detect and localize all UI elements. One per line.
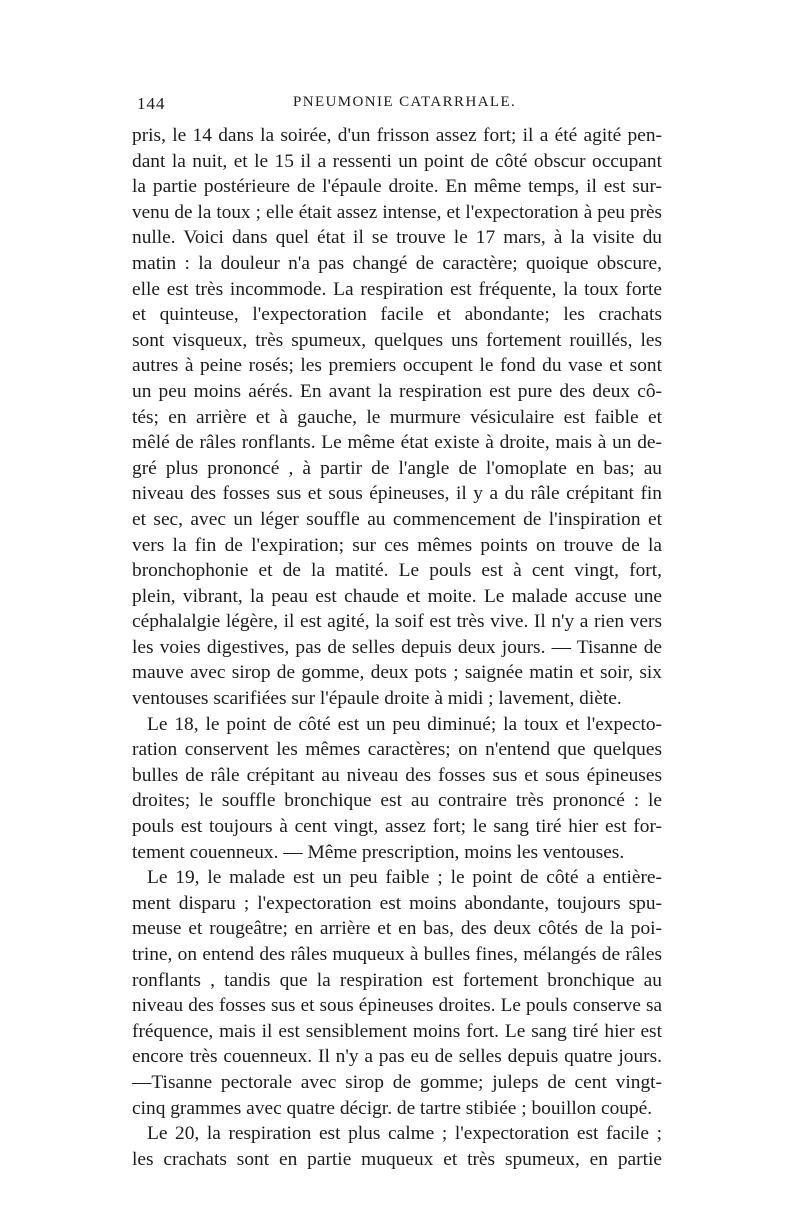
text-line: niveau des fosses sus et sous épineuses droites. Le pouls conserve sa bbox=[132, 995, 662, 1017]
text-line: cinq grammes avec quatre décigr. de tartre stibiée ; bouillon coupé. bbox=[132, 1097, 653, 1119]
body-text bbox=[132, 123, 662, 1172]
text-line: les voies digestives, pas de selles depuis deux jours. — Tisanne de bbox=[132, 636, 662, 658]
text-line: matin : la douleur n'a pas changé de caractère; quoique obscure, bbox=[132, 252, 662, 274]
text-line: ventouses scarifiées sur l'épaule droite à midi ; lavement, diète. bbox=[132, 688, 622, 710]
text-line: et sec, avec un léger souffle au commencement de l'inspiration et bbox=[132, 508, 662, 530]
running-header bbox=[135, 92, 660, 118]
text-line: Le 20, la respiration est plus calme ; l'expectoration est facile ; bbox=[147, 1123, 662, 1145]
text-line: fréquence, mais il est sensiblement moins fort. Le sang tiré hier est bbox=[132, 1020, 662, 1042]
text-line: les crachats sont en partie muqueux et très spumeux, en partie bbox=[132, 1148, 662, 1170]
text-line: bronchophonie et de la matité. Le pouls est à cent vingt, fort, bbox=[132, 560, 662, 582]
text-line: —Tisanne pectorale avec sirop de gomme; juleps de cent vingt- bbox=[132, 1071, 662, 1093]
text-line: niveau des fosses sus et sous épineuses, il y a du râle crépitant fin bbox=[132, 483, 662, 505]
text-line: droites; le souffle bronchique est au contraire très prononcé : le bbox=[132, 790, 662, 812]
text-line: pris, le 14 dans la soirée, d'un frisson assez fort; il a été agité pen- bbox=[132, 125, 662, 146]
text-line: céphalalgie légère, il est agité, la soif est très vive. Il n'y a rien vers bbox=[132, 611, 662, 633]
text-line: nulle. Voici dans quel état il se trouve le 17 mars, à la visite du bbox=[132, 227, 662, 249]
text-line: gré plus prononcé , à partir de l'angle de l'omoplate en bas; au bbox=[132, 457, 662, 479]
text-line: elle est très incommode. La respiration est fréquente, la toux forte bbox=[132, 278, 662, 300]
text-line: dant la nuit, et le 15 il a ressenti un point de côté obscur occupant bbox=[132, 150, 662, 172]
text-line: sont visqueux, très spumeux, quelques uns fortement rouillés, les bbox=[132, 329, 662, 351]
text-line: la partie postérieure de l'épaule droite. En même temps, il est sur- bbox=[132, 176, 662, 198]
text-line: mauve avec sirop de gomme, deux pots ; saignée matin et soir, six bbox=[132, 662, 662, 684]
text-line: un peu moins aérés. En avant la respiration est pure des deux cô- bbox=[132, 380, 662, 402]
text-line: vers la fin de l'expiration; sur ces mêmes points on trouve de la bbox=[132, 534, 662, 556]
text-line: Le 19, le malade est un peu faible ; le point de côté a entière- bbox=[147, 867, 662, 889]
text-line: plein, vibrant, la peau est chaude et moite. Le malade accuse une bbox=[132, 585, 662, 607]
text-line: ment disparu ; l'expectoration est moins abondante, toujours spu- bbox=[132, 892, 662, 914]
text-line: ration conservent les mêmes caractères; on n'entend que quelques bbox=[132, 739, 662, 761]
text-line: encore très couenneux. Il n'y a pas eu de selles depuis quatre jours. bbox=[132, 1046, 662, 1068]
text-line: mêlé de râles ronflants. Le même état existe à droite, mais à un de- bbox=[132, 432, 662, 454]
text-line: venu de la toux ; elle était assez intense, et l'expectoration à peu près bbox=[132, 201, 662, 223]
text-line: et quinteuse, l'expectoration facile et abondante; les crachats bbox=[132, 304, 662, 326]
text-line: meuse et rougeâtre; en arrière et en bas, des deux côtés de la poi- bbox=[132, 918, 662, 940]
text-line: autres à peine rosés; les premiers occupent le fond du vase et sont bbox=[132, 355, 662, 377]
text-line: tement couenneux. — Même prescription, moins les ventouses. bbox=[132, 841, 625, 863]
page-number: 144 bbox=[137, 94, 166, 113]
running-title: PNEUMONIE CATARRHALE. bbox=[293, 94, 517, 110]
text-line: tés; en arrière et à gauche, le murmure vésiculaire est faible et bbox=[132, 406, 662, 428]
text-line: Le 18, le point de côté est un peu diminué; la toux et l'expecto- bbox=[147, 713, 662, 735]
text-line: pouls est toujours à cent vingt, assez fort; le sang tiré hier est for- bbox=[132, 816, 662, 838]
text-line: bulles de râle crépitant au niveau des fosses sus et sous épineuses bbox=[132, 764, 662, 786]
text-line: ronflants , tandis que la respiration est fortement bronchique au bbox=[132, 969, 662, 991]
text-line: trine, on entend des râles muqueux à bulles fines, mélangés de râles bbox=[132, 944, 662, 965]
